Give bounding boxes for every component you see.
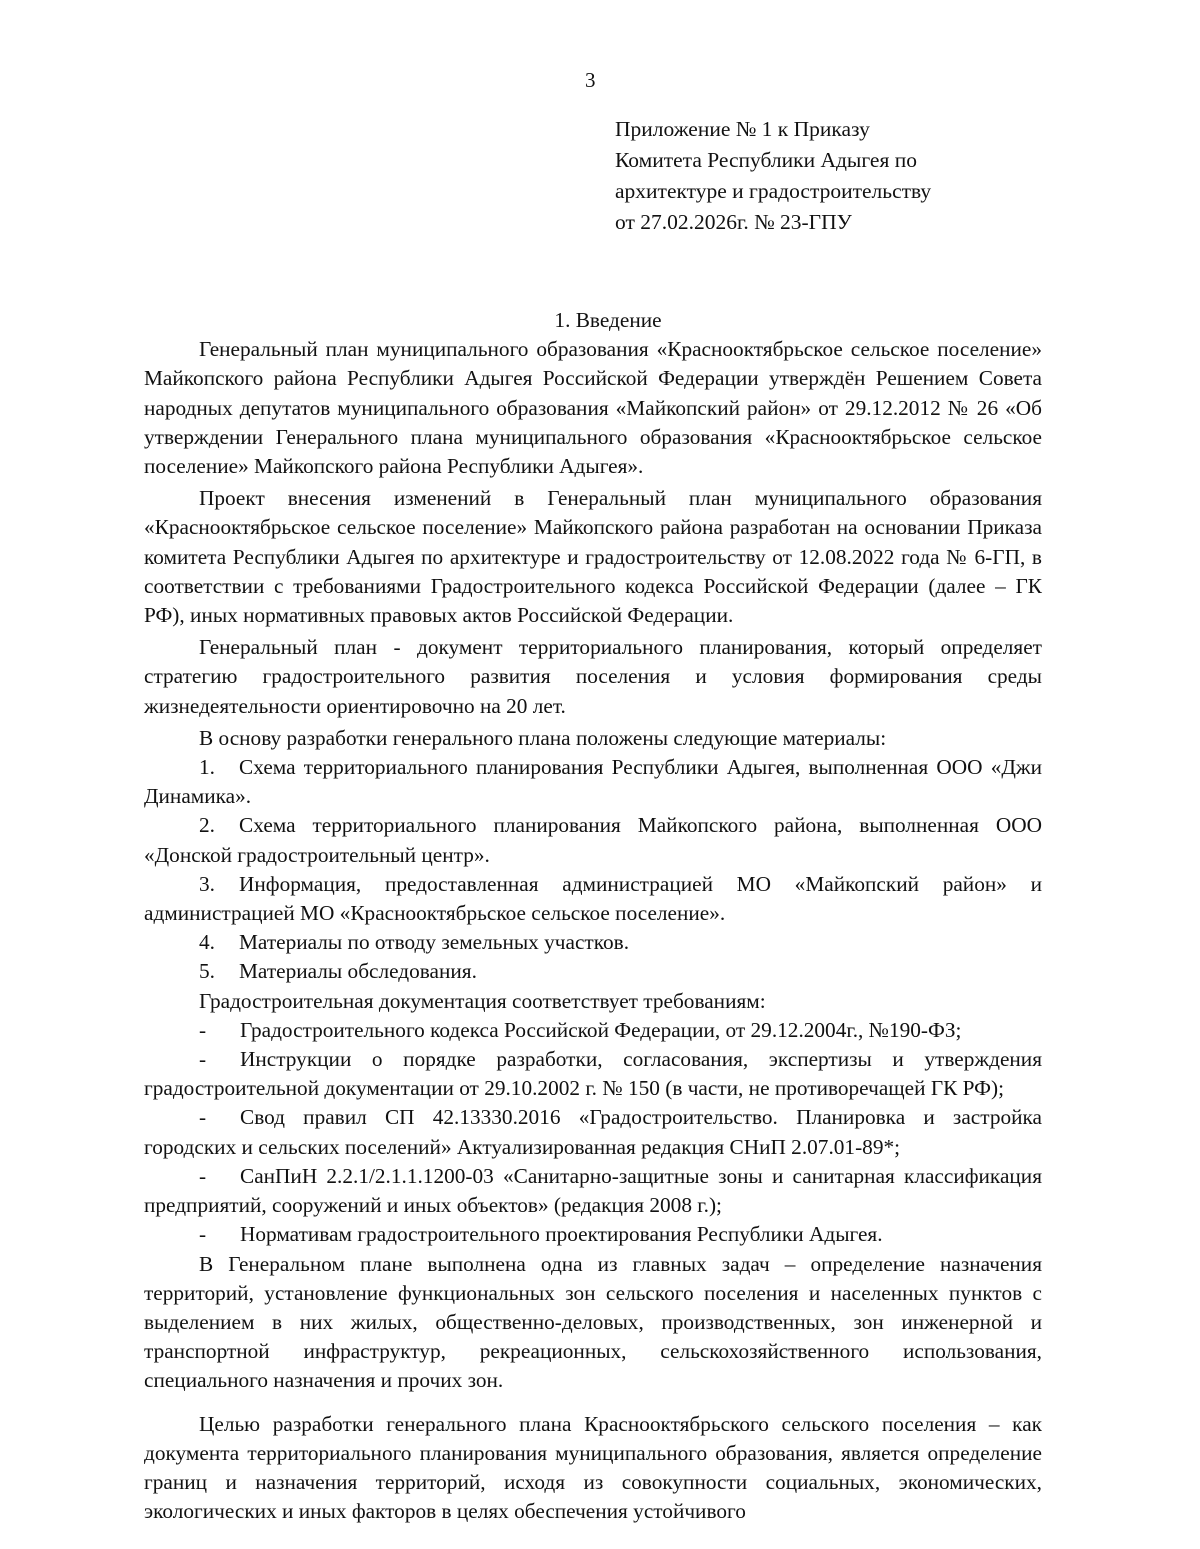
list-item-text: Материалы обследования. [239,959,477,984]
list-item [144,811,1042,869]
list-item [144,753,1042,811]
paragraph: Целью разработки генерального плана Краснооктябрьского сельского поселения – как документа территориального планирования муниципального образования, является определение границ и назначения территорий, исходя из совокупности социальных, экономических, экологических и иных факторов в целях обеспечения устойчивого [144,1411,1042,1524]
list-item-number: 4. [199,930,215,955]
list-item-text: Схема территориального планирования Республики Адыгея, выполненная ООО «Джи Динамика». [144,755,1042,809]
dash-bullet: - [199,1222,207,1247]
requirement-text: Свод правил СП 42.13330.2016 «Градостроительство. Планировка и застройка городских и сельских поселений» Актуализированная редакция СНиП 2.07.01-89*; [144,1105,1042,1159]
paragraph: Генеральный план - документ территориального планирования, который определяет стратегию градостроительного развития поселения и условия формирования среды жизнедеятельности ориентировочно на 20 лет. [144,635,1042,718]
dash-bullet: - [199,1105,207,1130]
annex-line: архитектуре и градостроительству [615,179,932,203]
annex-line: Комитета Республики Адыгея по [615,148,917,172]
annex-line: от 27.02.2026г. № 23-ГПУ [615,210,852,234]
paragraph: Проект внесения изменений в Генеральный план муниципального образования «Краснооктябрьское сельское поселение» Майкопского района разработан на основании Приказа комитета Республики Адыгея по архитектуре и градостроительству от 12.08.2022 года № 6-ГП, в соответствии с требованиями Градостроительного кодекса Российской Федерации (далее – ГК РФ), иных нормативных правовых актов Российской Федерации. [144,486,1042,628]
list-item-text: Схема территориального планирования Майкопского района, выполненная ООО «Донской градостроительный центр». [144,813,1042,867]
annex-header [615,114,1015,238]
requirement-item [144,1220,1042,1249]
document-body [144,306,1042,1526]
list-item [144,870,1042,928]
list-item [144,928,1042,957]
annex-line: Приложение № 1 к Приказу [615,117,870,141]
requirement-item [144,1162,1042,1220]
requirement-text: Градостроительного кодекса Российской Федерации, от 29.12.2004г., №190-ФЗ; [240,1017,962,1042]
requirement-text: Нормативам градостроительного проектирования Республики Адыгея. [240,1222,883,1247]
paragraph: Генеральный план муниципального образования «Краснооктябрьское сельское поселение» Майкопского района Республики Адыгея Российской Федерации утверждён Решением Совета народных депутатов муниципального образования «Майкопский район» от 29.12.2012 № 26 «Об утверждении Генерального плана муниципального образования «Краснооктябрьское сельское поселение» Майкопского района Республики Адыгея». [144,337,1042,479]
requirements-intro: Градостроительная документация соответствует требованиям: [199,988,766,1013]
list-item-text: Информация, предоставленная администрацией МО «Майкопский район» и администрацией МО «Краснооктябрьское сельское поселение». [144,871,1042,926]
requirement-item [144,1016,1042,1045]
paragraph: В основу разработки генерального плана положены следующие материалы: [199,725,887,750]
list-item-number: 3. [199,871,215,896]
requirement-item [144,1045,1042,1103]
dash-bullet: - [199,1163,207,1188]
dash-bullet: - [199,1047,207,1072]
list-item-text: Материалы по отводу земельных участков. [239,930,630,955]
list-item-number: 5. [199,959,215,984]
list-item [144,957,1042,986]
section-heading: 1. Введение [554,308,662,332]
list-item-number: 2. [199,813,215,838]
paragraph: В Генеральном плане выполнена одна из главных задач – определение назначения территорий, установление функциональных зон сельского поселения и населенных пунктов с выделением в них жилых, общественно-деловых, производственных, зон инженерной и транспортной инфраструктур, рекреационных, сельскохозяйственного использования, специального назначения и прочих зон. [144,1251,1042,1393]
page-number: 3 [585,68,596,92]
list-item-number: 1. [199,755,215,780]
dash-bullet: - [199,1017,207,1042]
requirement-text: СанПиН 2.2.1/2.1.1.1200-03 «Санитарно-защитные зоны и санитарная классификация предприятий, сооружений и иных объектов» (редакция 2008 г.); [144,1163,1042,1218]
requirement-text: Инструкции о порядке разработки, согласования, экспертизы и утверждения градостроительной документации от 29.10.2002 г. № 150 (в части, не противоречащей ГК РФ); [144,1047,1042,1101]
requirement-item [144,1103,1042,1161]
